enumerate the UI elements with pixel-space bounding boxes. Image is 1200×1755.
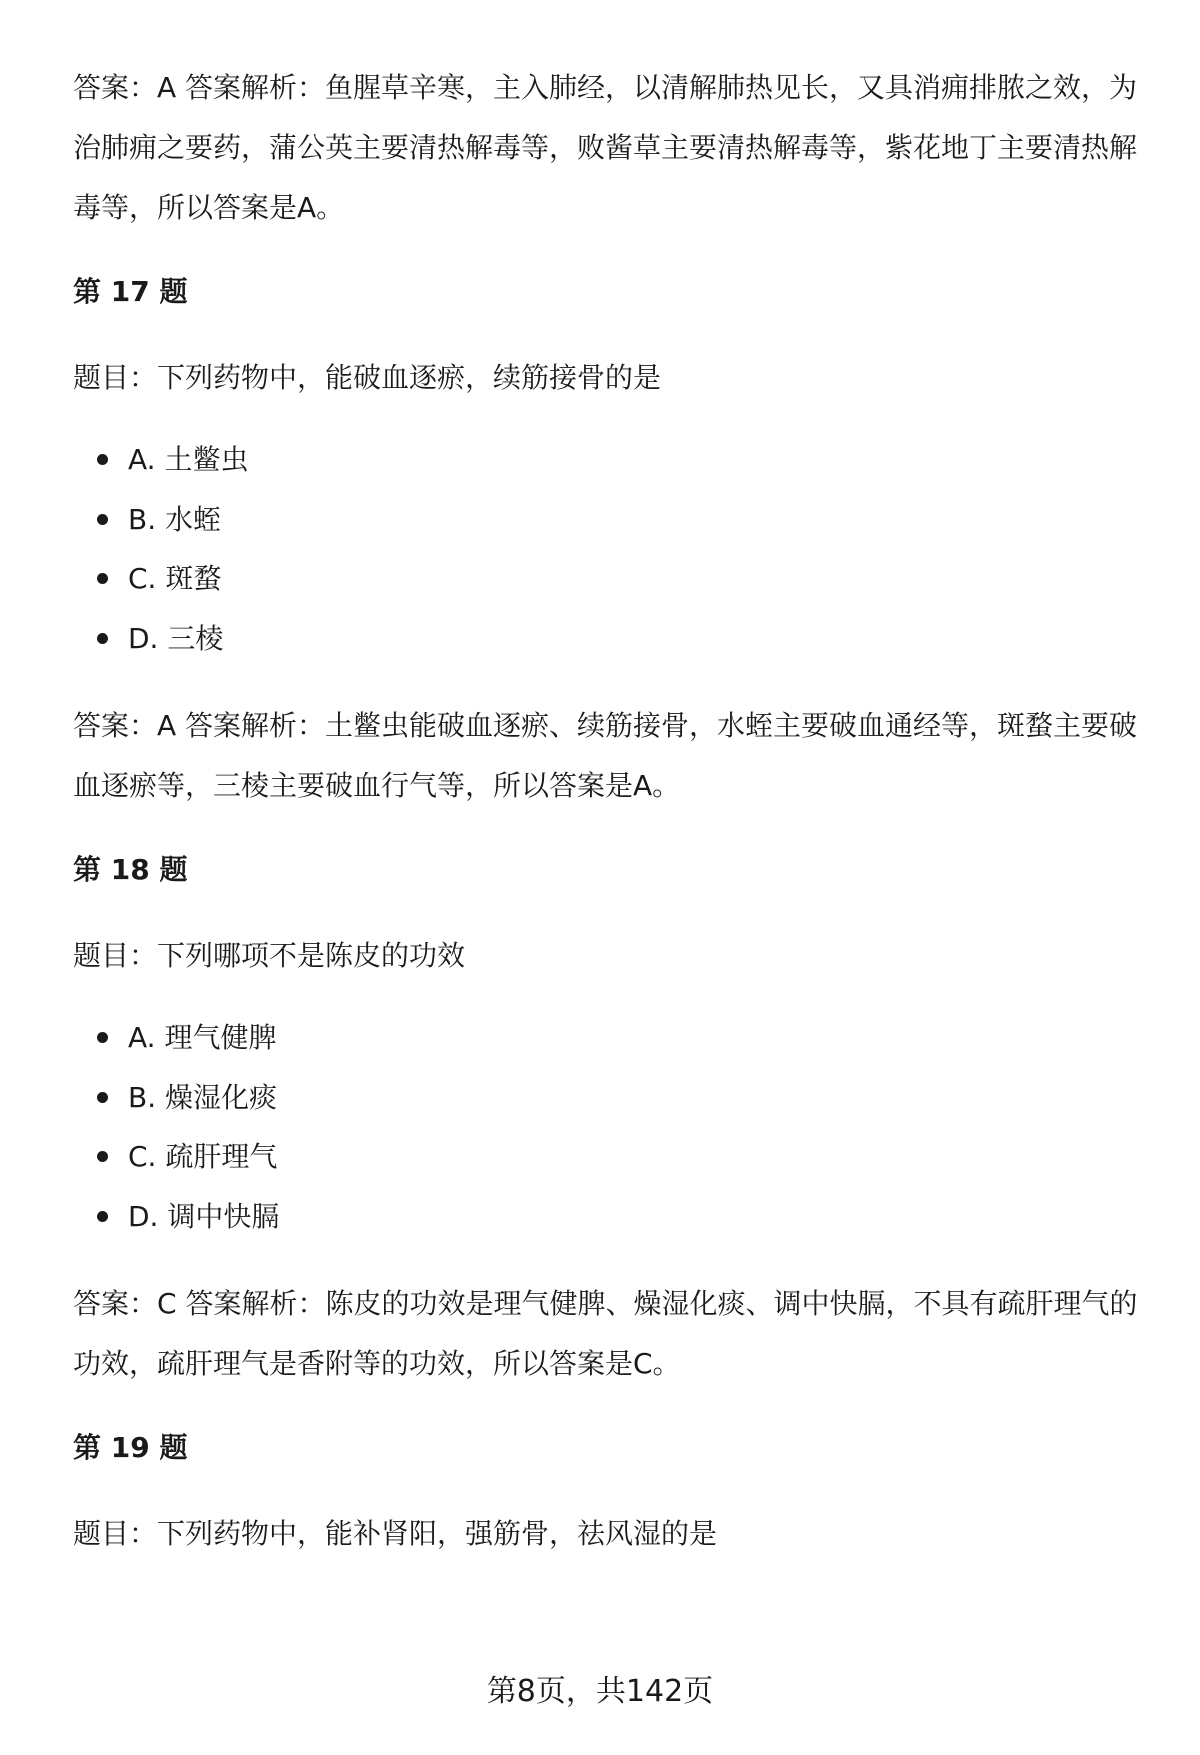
bullet-icon — [97, 454, 108, 465]
option-label: B. 水蛭 — [128, 502, 222, 536]
bullet-icon — [97, 1211, 108, 1222]
answer-explanation-16: 答案：A 答案解析：鱼腥草辛寒，主入肺经，以清解肺热见长，又具消痈排脓之效，为治肺痈之要药，蒲公英主要清热解毒等，败酱草主要清热解毒等，紫花地丁主要清热解毒等，所以答案是A。 — [73, 71, 1138, 224]
question-heading-19: 第 19 题 — [73, 1431, 188, 1464]
question-19 — [73, 1426, 1148, 1556]
option-18-a — [73, 1008, 1148, 1068]
option-label: A. 土鳖虫 — [128, 443, 249, 476]
bullet-icon — [97, 1151, 108, 1162]
question-text-17: 题目：下列药物中，能破血逐瘀，续筋接骨的是 — [73, 361, 662, 394]
question-text-19: 题目：下列药物中，能补肾阳，强筋骨，祛风湿的是 — [73, 1517, 718, 1550]
option-17-a — [73, 430, 1148, 490]
option-label: B. 燥湿化痰 — [128, 1080, 278, 1114]
option-label: C. 疏肝理气 — [128, 1140, 278, 1173]
question-heading-17: 第 17 题 — [73, 275, 188, 308]
bullet-icon — [97, 633, 108, 644]
option-17-c — [73, 549, 1148, 609]
document-page — [73, 58, 1148, 1586]
bullet-icon — [97, 573, 108, 584]
question-17 — [73, 270, 1148, 816]
page-number-footer: 第8页，共142页 — [486, 1674, 714, 1709]
option-label: C. 斑蝥 — [128, 562, 222, 595]
bullet-icon — [97, 514, 108, 525]
option-18-c — [73, 1127, 1148, 1187]
answer-explanation-17: 答案：A 答案解析：土鳖虫能破血逐瘀、续筋接骨，水蛭主要破血通经等，斑蝥主要破血逐瘀等，三棱主要破血行气等，所以答案是A。 — [73, 709, 1138, 802]
option-17-b — [73, 490, 1148, 550]
question-18 — [73, 848, 1148, 1394]
question-heading-18: 第 18 题 — [73, 853, 188, 886]
options-list-18 — [73, 1008, 1148, 1246]
question-text-18: 题目：下列哪项不是陈皮的功效 — [73, 939, 466, 972]
options-list-17 — [73, 430, 1148, 668]
bullet-icon — [97, 1092, 108, 1103]
option-17-d — [73, 609, 1148, 669]
option-18-b — [73, 1068, 1148, 1128]
option-label: D. 三棱 — [128, 621, 224, 655]
option-18-d — [73, 1187, 1148, 1247]
answer-explanation-18: 答案：C 答案解析：陈皮的功效是理气健脾、燥湿化痰、调中快膈，不具有疏肝理气的功效，疏肝理气是香附等的功效，所以答案是C。 — [73, 1287, 1138, 1380]
option-label: D. 调中快膈 — [128, 1199, 280, 1233]
bullet-icon — [97, 1032, 108, 1043]
option-label: A. 理气健脾 — [128, 1021, 277, 1054]
